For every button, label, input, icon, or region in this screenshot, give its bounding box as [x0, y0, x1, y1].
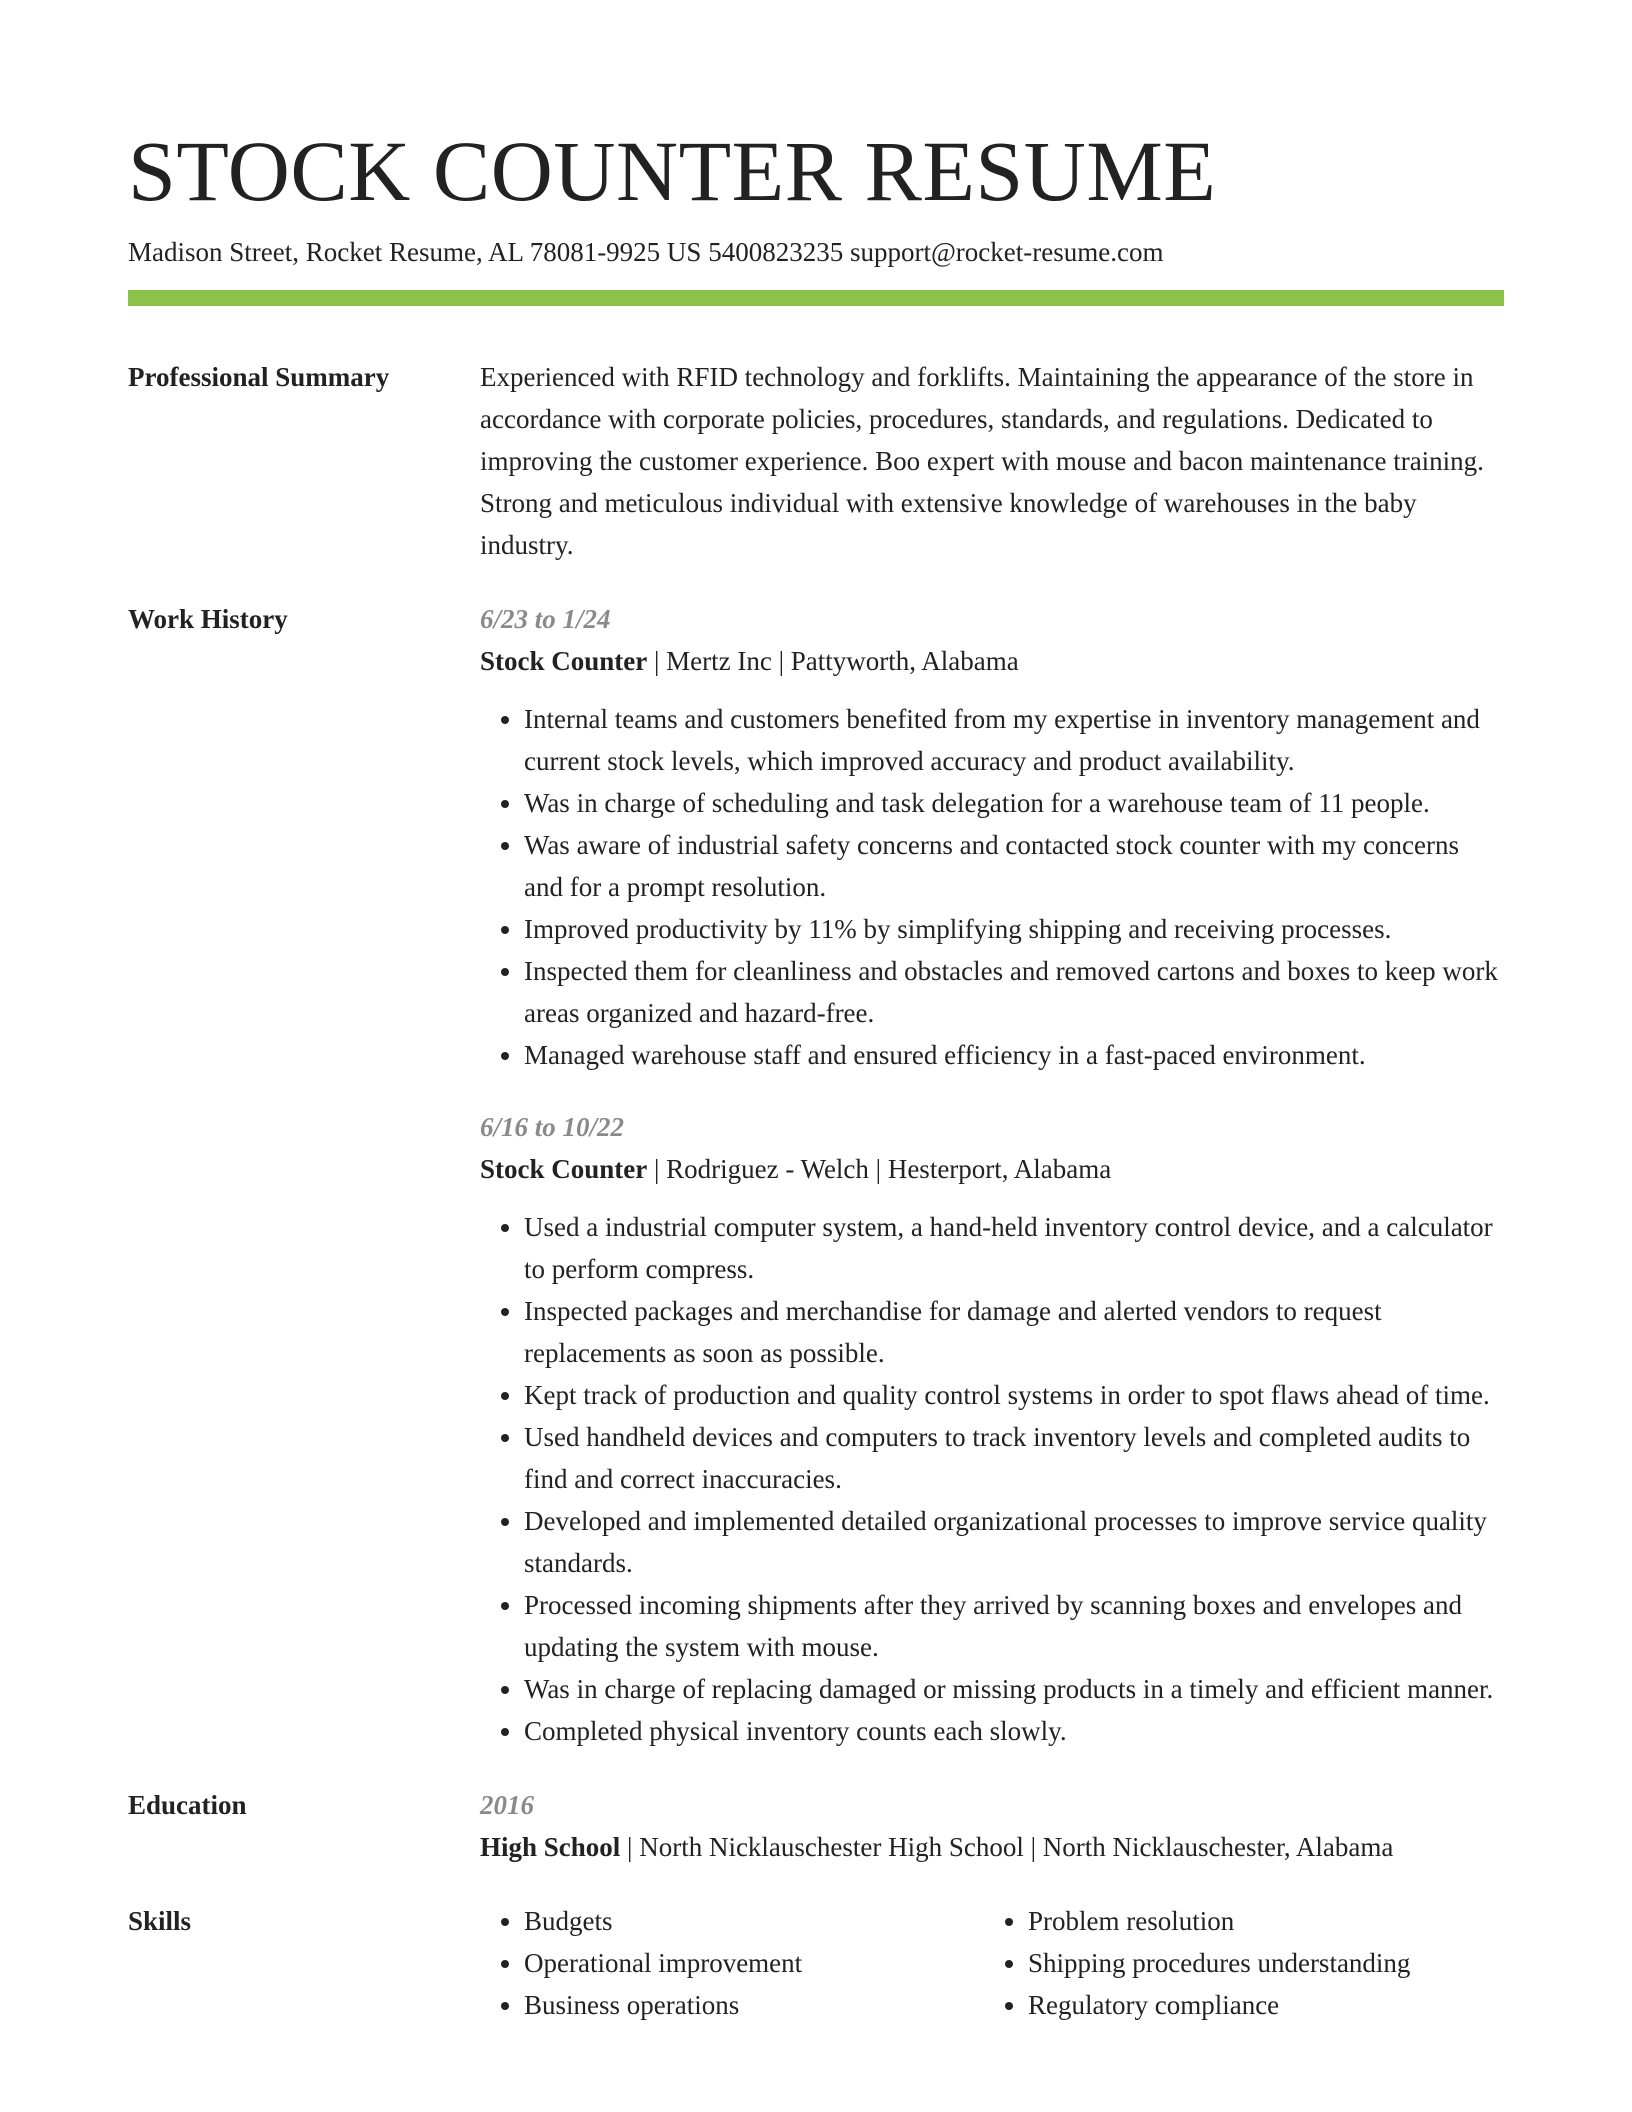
- job-bullet: • Internal teams and customers benefited from my expertise in inventory management and current stock levels, which improved accuracy and product availability.: [524, 698, 1504, 782]
- skill-item: • Business operations: [524, 1984, 984, 2026]
- job-bullet: • Was in charge of scheduling and task delegation for a warehouse team of 11 people.: [524, 782, 1504, 824]
- job-bullet: • Processed incoming shipments after they arrived by scanning boxes and envelopes and updating the system with mouse.: [524, 1584, 1504, 1668]
- skills-section: [128, 1900, 1504, 2026]
- skills-column-left: [480, 1900, 984, 2026]
- skill-item: • Problem resolution: [1028, 1900, 1488, 1942]
- skill-item: • Budgets: [524, 1900, 984, 1942]
- job-heading: [480, 1148, 1504, 1190]
- education-entry: [480, 1784, 1504, 1868]
- job-bullet: • Used a industrial computer system, a hand-held inventory control device, and a calculator to perform compress.: [524, 1206, 1504, 1290]
- resume-title: STOCK COUNTER RESUME: [128, 123, 1217, 219]
- skill-item: • Regulatory compliance: [1028, 1984, 1488, 2026]
- education-heading: [480, 1826, 1504, 1868]
- education-degree: High School: [480, 1832, 621, 1862]
- skill-item: • Shipping procedures understanding: [1028, 1942, 1488, 1984]
- job-bullet: • Inspected them for cleanliness and obstacles and removed cartons and boxes to keep work areas organized and hazard-free.: [524, 950, 1504, 1034]
- summary-label: Professional Summary: [128, 362, 390, 392]
- work-history-label: Work History: [128, 604, 288, 634]
- job-title: Stock Counter: [480, 1154, 648, 1184]
- job-bullets: [480, 698, 1504, 1076]
- job-bullet: • Managed warehouse staff and ensured efficiency in a fast-paced environment.: [524, 1034, 1504, 1076]
- summary-section: [128, 356, 1504, 566]
- work-history-section: [128, 598, 1504, 1752]
- skills-grid: [480, 1900, 1504, 2026]
- job-bullet: • Was aware of industrial safety concerns and contacted stock counter with my concerns and for a prompt resolution.: [524, 824, 1504, 908]
- job-dates: 6/23 to 1/24: [480, 604, 611, 634]
- job-bullet: • Completed physical inventory counts each slowly.: [524, 1710, 1504, 1752]
- education-details: | North Nicklauschester High School | North Nicklauschester, Alabama: [620, 1832, 1394, 1862]
- job-details: | Mertz Inc | Pattyworth, Alabama: [647, 646, 1019, 676]
- education-year: 2016: [480, 1790, 534, 1820]
- job-bullet: • Was in charge of replacing damaged or missing products in a timely and efficient manner.: [524, 1668, 1504, 1710]
- job-bullet: • Inspected packages and merchandise for damage and alerted vendors to request replacements as soon as possible.: [524, 1290, 1504, 1374]
- skills-label: Skills: [128, 1906, 192, 1936]
- education-label: Education: [128, 1790, 247, 1820]
- education-section: [128, 1784, 1504, 1868]
- header-divider: [128, 290, 1504, 306]
- job-bullet: • Used handheld devices and computers to track inventory levels and completed audits to find and correct inaccuracies.: [524, 1416, 1504, 1500]
- job-details: | Rodriguez - Welch | Hesterport, Alabama: [647, 1154, 1112, 1184]
- work-history-list: [480, 598, 1504, 1752]
- job-heading: [480, 640, 1504, 682]
- job-bullet: • Improved productivity by 11% by simplifying shipping and receiving processes.: [524, 908, 1504, 950]
- job-dates: 6/16 to 10/22: [480, 1112, 625, 1142]
- skills-column-right: [984, 1900, 1488, 2026]
- job-bullets: [480, 1206, 1504, 1752]
- job-bullet: • Developed and implemented detailed organizational processes to improve service quality standards.: [524, 1500, 1504, 1584]
- job-entry: [480, 1106, 1504, 1752]
- skill-item: • Operational improvement: [524, 1942, 984, 1984]
- summary-text: Experienced with RFID technology and forklifts. Maintaining the appearance of the store in accordance with corporate policies, procedures, standards, and regulations. Dedicated to improving the customer experience. Boo expert with mouse and bacon maintenance training. Strong and meticulous individual with extensive knowledge of warehouses in the baby industry.: [480, 362, 1484, 560]
- job-entry: [480, 598, 1504, 1076]
- job-title: Stock Counter: [480, 646, 648, 676]
- contact-line: Madison Street, Rocket Resume, AL 78081-9925 US 5400823235 support@rocket-resume.com: [128, 237, 1164, 267]
- job-bullet: • Kept track of production and quality control systems in order to spot flaws ahead of time.: [524, 1374, 1504, 1416]
- resume-page: [128, 118, 1504, 2026]
